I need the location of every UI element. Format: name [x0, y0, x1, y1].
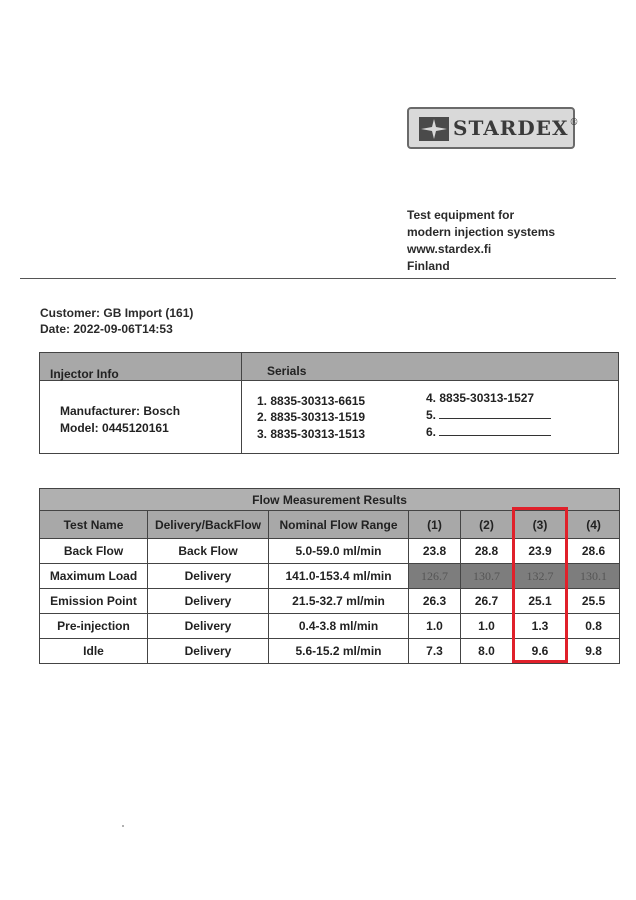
- serial-5: 5.: [426, 408, 551, 422]
- serial-6-blank: [439, 425, 551, 436]
- test-name: Pre-injection: [40, 614, 148, 639]
- company-tagline-1: Test equipment for: [407, 208, 515, 222]
- test-name: Emission Point: [40, 589, 148, 614]
- col-test-name: Test Name: [40, 511, 148, 539]
- test-type: Delivery: [148, 614, 269, 639]
- test-type: Delivery: [148, 564, 269, 589]
- test-type: Delivery: [148, 639, 269, 664]
- compass-star-icon: [419, 117, 449, 141]
- value-injector-4: 130.1: [568, 564, 620, 589]
- injector-info-divider: [241, 353, 242, 453]
- customer-line: Customer: GB Import (161): [40, 306, 194, 320]
- test-range: 141.0-153.4 ml/min: [269, 564, 409, 589]
- value-injector-3: 25.1: [513, 589, 568, 614]
- serial-3: 3. 8835-30313-1513: [257, 427, 366, 441]
- serial-5-blank: [439, 408, 551, 419]
- customer-value: GB Import (161): [103, 306, 194, 320]
- manufacturer-value: Bosch: [143, 404, 181, 418]
- test-name: Idle: [40, 639, 148, 664]
- value-injector-4: 0.8: [568, 614, 620, 639]
- model-value: 0445120161: [102, 421, 169, 435]
- value-injector-3: 23.9: [513, 539, 568, 564]
- col-injector-1: (1): [409, 511, 461, 539]
- test-range: 0.4-3.8 ml/min: [269, 614, 409, 639]
- col-injector-4: (4): [568, 511, 620, 539]
- test-name: Back Flow: [40, 539, 148, 564]
- value-injector-3: 1.3: [513, 614, 568, 639]
- col-injector-3: (3): [513, 511, 568, 539]
- logo-wordmark: STARDEX®: [453, 116, 580, 140]
- company-website: www.stardex.fi: [407, 242, 492, 256]
- stardex-logo: [407, 107, 580, 149]
- value-injector-2: 1.0: [461, 614, 513, 639]
- value-injector-2: 8.0: [461, 639, 513, 664]
- company-tagline-2: modern injection systems: [407, 225, 556, 239]
- customer-block: [40, 305, 193, 337]
- col-injector-2: (2): [461, 511, 513, 539]
- flow-results-title: Flow Measurement Results: [40, 489, 620, 511]
- injector-info-header: [40, 353, 618, 381]
- value-injector-2: 28.8: [461, 539, 513, 564]
- value-injector-2: 130.7: [461, 564, 513, 589]
- col-delivery-backflow: Delivery/BackFlow: [148, 511, 269, 539]
- scan-speck: [122, 825, 124, 827]
- injector-info-title: Injector Info: [50, 367, 119, 381]
- value-injector-4: 28.6: [568, 539, 620, 564]
- injector-3-highlight-box: [512, 507, 568, 663]
- value-injector-4: 9.8: [568, 639, 620, 664]
- serial-2: 2. 8835-30313-1519: [257, 410, 366, 424]
- serial-6: 6.: [426, 425, 551, 439]
- header-divider: [20, 278, 616, 279]
- serial-1: 1. 8835-30313-6615: [257, 394, 366, 408]
- test-type: Delivery: [148, 589, 269, 614]
- value-injector-1: 7.3: [409, 639, 461, 664]
- test-name: Maximum Load: [40, 564, 148, 589]
- value-injector-1: 23.8: [409, 539, 461, 564]
- company-info: [407, 207, 555, 275]
- value-injector-1: 126.7: [409, 564, 461, 589]
- date-value: 2022-09-06T14:53: [73, 322, 173, 336]
- value-injector-4: 25.5: [568, 589, 620, 614]
- value-injector-2: 26.7: [461, 589, 513, 614]
- company-country: Finland: [407, 259, 450, 273]
- value-injector-1: 26.3: [409, 589, 461, 614]
- date-line: Date: 2022-09-06T14:53: [40, 322, 173, 336]
- serials-title: Serials: [267, 364, 307, 378]
- test-type: Back Flow: [148, 539, 269, 564]
- value-injector-3: 9.6: [513, 639, 568, 664]
- serial-4: 4. 8835-30313-1527: [426, 391, 535, 405]
- injector-info-box: [39, 352, 619, 454]
- model-line: Model: 0445120161: [60, 421, 169, 435]
- col-nominal-range: Nominal Flow Range: [269, 511, 409, 539]
- value-injector-3: 132.7: [513, 564, 568, 589]
- test-range: 21.5-32.7 ml/min: [269, 589, 409, 614]
- test-range: 5.6-15.2 ml/min: [269, 639, 409, 664]
- value-injector-1: 1.0: [409, 614, 461, 639]
- test-range: 5.0-59.0 ml/min: [269, 539, 409, 564]
- manufacturer-line: Manufacturer: Bosch: [60, 404, 181, 418]
